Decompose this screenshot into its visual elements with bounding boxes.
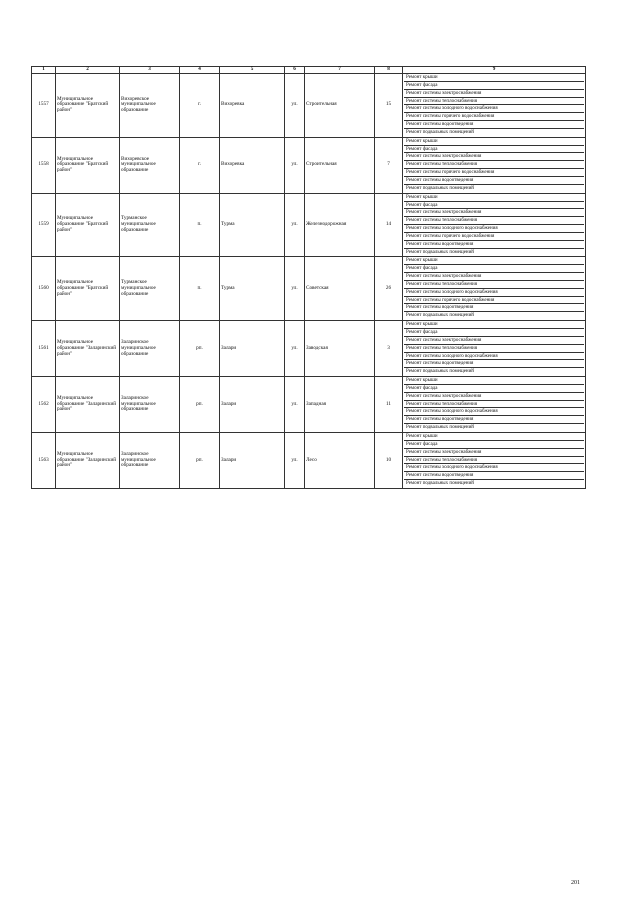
settlement-cell: Турманское муниципальное образование xyxy=(120,193,180,257)
locality-cell: Залари xyxy=(220,321,285,377)
header-cell: 8 xyxy=(375,67,403,74)
work-item: Ремонт системы электроснабжения xyxy=(404,273,584,281)
street-cell: Железнодорожная xyxy=(305,193,375,257)
work-item: Ремонт подвальных помещений xyxy=(406,249,474,255)
work-item: Ремонт крыши xyxy=(404,194,584,202)
work-item: Ремонт системы холодного водоснабжения xyxy=(404,353,584,361)
street-type-cell: ул. xyxy=(285,74,305,138)
work-item: Ремонт фасада xyxy=(404,265,584,273)
header-cell: 6 xyxy=(285,67,305,74)
settlement-cell: Вихоревское муниципальное образование xyxy=(120,74,180,138)
district-cell: Муниципальное образование "Заларинский район" xyxy=(56,321,120,377)
work-item: Ремонт системы горячего водоснабжения xyxy=(404,297,584,305)
table-row xyxy=(32,377,586,433)
work-item: Ремонт подвальных помещений xyxy=(406,313,474,319)
locality-type-cell: рп. xyxy=(180,377,220,433)
header-cell: 5 xyxy=(220,67,285,74)
district-cell: Муниципальное образование "Заларинский район" xyxy=(56,432,120,488)
table-row xyxy=(32,74,586,138)
table-row xyxy=(32,432,586,488)
locality-cell: Вихоревка xyxy=(220,74,285,138)
works-cell xyxy=(403,432,586,488)
work-item: Ремонт системы электроснабжения xyxy=(404,153,584,161)
table-row xyxy=(32,321,586,377)
row-number-cell: 1560 xyxy=(32,257,56,321)
street-type-cell: ул. xyxy=(285,321,305,377)
works-cell xyxy=(403,321,586,377)
street-cell: Строительная xyxy=(305,137,375,193)
locality-cell: Турма xyxy=(220,257,285,321)
table-row xyxy=(32,137,586,193)
street-cell: Советская xyxy=(305,257,375,321)
locality-type-cell: рп. xyxy=(180,321,220,377)
work-item: Ремонт системы холодного водоснабжения xyxy=(404,225,584,233)
locality-cell: Залари xyxy=(220,377,285,433)
work-item: Ремонт системы холодного водоснабжения xyxy=(404,105,584,113)
settlement-cell: Заларинское муниципальное образование xyxy=(120,432,180,488)
district-cell: Муниципальное образование "Братский район" xyxy=(56,137,120,193)
row-number-cell: 1563 xyxy=(32,432,56,488)
work-item: Ремонт системы горячего водоснабжения xyxy=(404,169,584,177)
locality-type-cell: г. xyxy=(180,74,220,138)
street-cell: Лесо xyxy=(305,432,375,488)
settlement-cell: Вихоревское муниципальное образование xyxy=(120,137,180,193)
work-item: Ремонт подвальных помещений xyxy=(406,185,474,191)
settlement-cell: Турманское муниципальное образование xyxy=(120,257,180,321)
work-item: Ремонт подвальных помещений xyxy=(406,481,474,487)
work-item: Ремонт системы теплоснабжения xyxy=(404,457,584,465)
work-item: Ремонт фасада xyxy=(404,441,584,449)
row-number-cell: 1559 xyxy=(32,193,56,257)
works-cell xyxy=(403,193,586,257)
house-number-cell: 7 xyxy=(375,137,403,193)
header-cell: 3 xyxy=(120,67,180,74)
work-item: Ремонт системы водоотведения xyxy=(404,360,584,368)
header-cell: 4 xyxy=(180,67,220,74)
work-item: Ремонт фасада xyxy=(404,202,584,210)
work-item: Ремонт подвальных помещений xyxy=(406,425,474,431)
locality-type-cell: рп. xyxy=(180,432,220,488)
street-cell: Строительная xyxy=(305,74,375,138)
work-item: Ремонт системы теплоснабжения xyxy=(404,161,584,169)
work-item: Ремонт фасада xyxy=(404,82,584,90)
work-item: Ремонт системы холодного водоснабжения xyxy=(404,408,584,416)
header-cell: 9 xyxy=(403,67,586,74)
works-cell xyxy=(403,74,586,138)
header-cell: 1 xyxy=(32,67,56,74)
work-item: Ремонт системы водоотведения xyxy=(404,177,584,185)
street-type-cell: ул. xyxy=(285,377,305,433)
work-item: Ремонт системы электроснабжения xyxy=(404,209,584,217)
street-type-cell: ул. xyxy=(285,137,305,193)
work-item: Ремонт системы электроснабжения xyxy=(404,90,584,98)
locality-type-cell: п. xyxy=(180,193,220,257)
work-item: Ремонт крыши xyxy=(404,377,584,385)
work-item: Ремонт фасада xyxy=(404,146,584,154)
table-row xyxy=(32,257,586,321)
house-number-cell: 3 xyxy=(375,321,403,377)
locality-cell: Залари xyxy=(220,432,285,488)
work-item: Ремонт крыши xyxy=(404,74,584,82)
work-item: Ремонт системы водоотведения xyxy=(404,241,584,249)
work-item: Ремонт системы электроснабжения xyxy=(404,449,584,457)
row-number-cell: 1558 xyxy=(32,137,56,193)
work-item: Ремонт системы теплоснабжения xyxy=(404,217,584,225)
header-cell: 2 xyxy=(56,67,120,74)
repair-register-table xyxy=(31,66,586,489)
work-item: Ремонт системы теплоснабжения xyxy=(404,401,584,409)
work-item: Ремонт системы водоотведения xyxy=(404,304,584,312)
locality-type-cell: п. xyxy=(180,257,220,321)
row-number-cell: 1557 xyxy=(32,74,56,138)
house-number-cell: 15 xyxy=(375,74,403,138)
settlement-cell: Заларинское муниципальное образование xyxy=(120,377,180,433)
work-item: Ремонт системы холодного водоснабжения xyxy=(404,464,584,472)
row-number-cell: 1562 xyxy=(32,377,56,433)
row-number-cell: 1561 xyxy=(32,321,56,377)
table-row xyxy=(32,193,586,257)
works-cell xyxy=(403,137,586,193)
house-number-cell: 10 xyxy=(375,432,403,488)
street-cell: Западная xyxy=(305,377,375,433)
works-cell xyxy=(403,377,586,433)
house-number-cell: 14 xyxy=(375,193,403,257)
work-item: Ремонт фасада xyxy=(404,329,584,337)
work-item: Ремонт фасада xyxy=(404,385,584,393)
work-item: Ремонт системы водоотведения xyxy=(404,121,584,129)
work-item: Ремонт системы электроснабжения xyxy=(404,393,584,401)
work-item: Ремонт системы теплоснабжения xyxy=(404,345,584,353)
street-cell: Заводская xyxy=(305,321,375,377)
work-item: Ремонт системы теплоснабжения xyxy=(404,98,584,106)
locality-type-cell: г. xyxy=(180,137,220,193)
page-number: 201 xyxy=(571,880,580,886)
work-item: Ремонт системы водоотведения xyxy=(404,416,584,424)
work-item: Ремонт подвальных помещений xyxy=(406,369,474,375)
street-type-cell: ул. xyxy=(285,432,305,488)
house-number-cell: 26 xyxy=(375,257,403,321)
district-cell: Муниципальное образование "Братский район" xyxy=(56,74,120,138)
district-cell: Муниципальное образование "Братский район" xyxy=(56,193,120,257)
work-item: Ремонт системы водоотведения xyxy=(404,472,584,480)
work-item: Ремонт системы теплоснабжения xyxy=(404,281,584,289)
work-item: Ремонт крыши xyxy=(404,138,584,146)
header-row xyxy=(32,67,586,74)
district-cell: Муниципальное образование "Заларинский район" xyxy=(56,377,120,433)
work-item: Ремонт подвальных помещений xyxy=(406,129,474,135)
work-item: Ремонт системы горячего водоснабжения xyxy=(404,233,584,241)
street-type-cell: ул. xyxy=(285,257,305,321)
house-number-cell: 11 xyxy=(375,377,403,433)
header-cell: 7 xyxy=(305,67,375,74)
street-type-cell: ул. xyxy=(285,193,305,257)
settlement-cell: Заларинское муниципальное образование xyxy=(120,321,180,377)
work-item: Ремонт крыши xyxy=(404,321,584,329)
work-item: Ремонт системы горячего водоснабжения xyxy=(404,113,584,121)
work-item: Ремонт крыши xyxy=(404,257,584,265)
work-item: Ремонт системы электроснабжения xyxy=(404,337,584,345)
locality-cell: Турма xyxy=(220,193,285,257)
work-item: Ремонт крыши xyxy=(404,433,584,441)
work-item: Ремонт системы холодного водоснабжения xyxy=(404,289,584,297)
locality-cell: Вихоревка xyxy=(220,137,285,193)
district-cell: Муниципальное образование "Братский район" xyxy=(56,257,120,321)
works-cell xyxy=(403,257,586,321)
